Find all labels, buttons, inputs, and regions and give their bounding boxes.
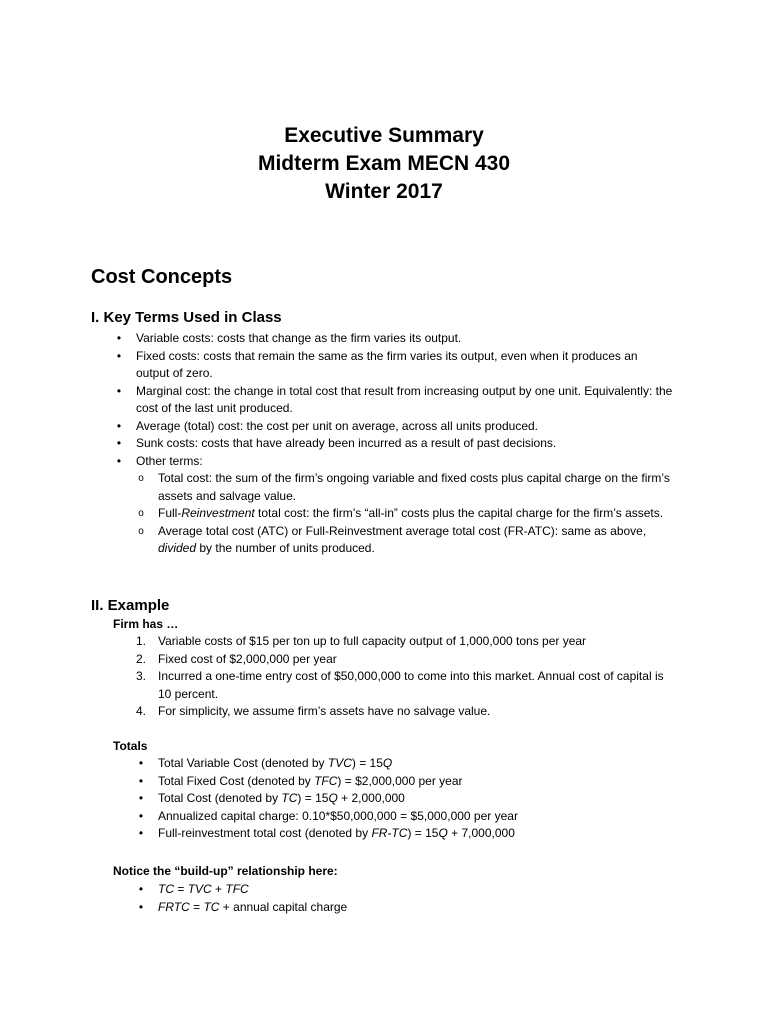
title-line-1: Executive Summary [284,124,484,147]
list-item: • Fixed costs: costs that remain the same as the firm varies its output, even when it produces an output of zero. [114,348,674,383]
bullet-icon: • [138,899,144,914]
bullet-icon: • [138,756,144,770]
bullet-icon: • [116,331,122,345]
bullet-icon: • [116,436,122,450]
list-item: • Total Variable Cost (denoted by TVC) = 15Q [136,755,676,773]
list-item: • Variable costs: costs that change as the firm varies its output. [114,330,674,348]
circle-bullet-icon: o [138,525,144,537]
list-item: o Total cost: the sum of the firm’s ongoing variable and fixed costs plus capital charge on the firm’s assets and salvage value. [136,470,674,505]
list-item: • Full-reinvestment total cost (denoted by FR-TC) = 15Q + 7,000,000 [136,825,676,843]
list-item: 3. Incurred a one-time entry cost of $50,000,000 to come into this market. Annual cost of capital is 10 percent. [136,669,664,701]
section-heading: Cost Concepts [91,266,233,288]
example-numbered-list [136,633,666,721]
circle-bullet-icon: o [138,473,144,484]
circle-bullet-icon: o [138,508,144,519]
list-item: 2. Fixed cost of $2,000,000 per year [136,651,666,669]
totals-list [136,755,676,843]
number-marker: 4. [136,704,147,718]
list-item: • Total Fixed Cost (denoted by TFC) = $2,000,000 per year [136,773,676,791]
list-item: 1. Variable costs of $15 per ton up to full capacity output of 1,000,000 tons per year [136,633,666,651]
bullet-icon: • [138,791,144,805]
list-item: • Average (total) cost: the cost per unit on average, across all units produced. [114,418,674,436]
bullet-icon: • [138,808,144,823]
title-line-3: Winter 2017 [325,180,443,203]
list-item: • Sunk costs: costs that have already been incurred as a result of past decisions. [114,435,674,453]
bullet-icon: • [138,826,144,840]
list-item: • Total Cost (denoted by TC) = 15Q + 2,000,000 [136,790,676,808]
key-terms-list [114,330,674,558]
list-item: • Other terms: o Total cost: the sum of the firm’s ongoing variable and fixed costs plus capital charge on the firm’s assets and salvage value. o Full-Reinvestment total cost: the firm’s “all-in” costs plus the capital charge for the firm’s assets. o Average total cost (ATC) or Full-Reinvestment average total cost (FR-ATC): same as above, divided by the number of units produced. [114,453,674,558]
list-item: o Full-Reinvestment total cost: the firm’s “all-in” costs plus the capital charge for the firm’s assets. [136,505,674,523]
list-item: • FRTC = TC + annual capital charge [136,899,656,917]
list-item: • Annualized capital charge: 0.10*$50,000,000 = $5,000,000 per year [136,808,676,826]
notice-label: Notice the “build-up” relationship here: [113,864,338,878]
bullet-icon: • [138,773,144,788]
bullet-icon: • [138,882,144,896]
totals-label: Totals [113,739,148,753]
number-marker: 3. [136,669,147,683]
list-item: 4. For simplicity, we assume firm’s assets have no salvage value. [136,703,666,721]
firm-has-label: Firm has … [113,617,179,631]
number-marker: 2. [136,651,147,666]
other-terms-list [136,470,674,558]
title-line-2: Midterm Exam MECN 430 [257,152,511,175]
number-marker: 1. [136,634,147,648]
list-item: • Marginal cost: the change in total cost that result from increasing output by one unit. Equivalently: the cost of the last unit produced. [114,383,674,418]
bullet-icon: • [116,383,122,398]
list-item: o Average total cost (ATC) or Full-Reinvestment average total cost (FR-ATC): same as above, divided by the number of units produced. [136,523,674,558]
bullet-icon: • [116,453,122,468]
document-title [0,122,768,206]
buildup-list [136,881,656,916]
bullet-icon: • [116,348,122,363]
list-item: • TC = TVC + TFC [136,881,656,899]
bullet-icon: • [116,418,122,433]
part1-heading: I. Key Terms Used in Class [91,309,282,326]
part2-heading: II. Example [91,597,170,614]
